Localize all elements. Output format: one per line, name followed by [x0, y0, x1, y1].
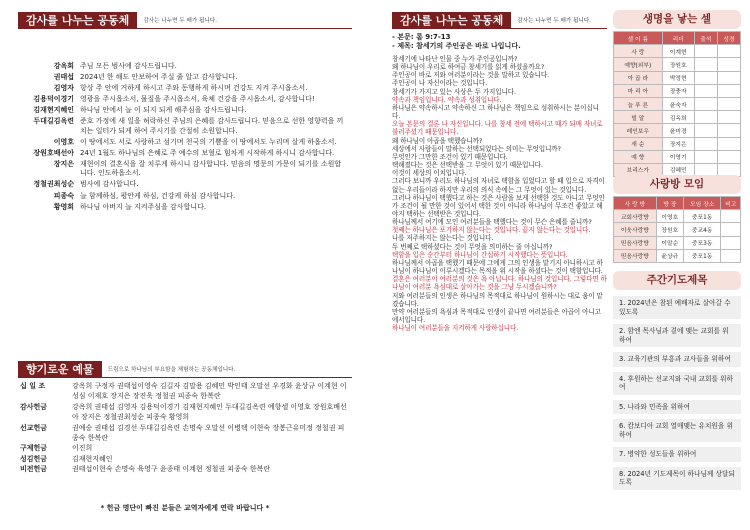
sermon-paragraph: 하나님은 약속하시고 약속하신 그 하나님은 책임으로 성취하시는 분이십니다.: [392, 103, 599, 121]
table-row: [614, 249, 741, 262]
table-header-cell: 모임 장소: [683, 197, 721, 210]
thanks-name: 장원호배선아: [33, 148, 74, 157]
table-cell: [717, 111, 740, 124]
table-cell: 장충자: [662, 84, 694, 97]
table-cell: 윤숙자: [662, 97, 694, 110]
table-row: [614, 124, 741, 137]
offering-names: 강옥희 권태섭 김영자 김용덕이경기 김재현지혜인 두대길김옥련 예향셀 이영호 장원호배선아 장지은 정철권최성순 피종숙 황영희: [72, 402, 347, 422]
sermon-paragraph: 약속과 책임입니다. 약속과 성취입니다.: [392, 95, 502, 104]
table-cell: 교회사랑방: [614, 210, 657, 223]
sermon-paragraph: 저와 여러분들의 인생은 하나님의 목적대로 하나님이 원하시는 대로 움이 맡겼습니다.: [392, 291, 603, 308]
thanks-row: [8, 84, 346, 93]
table-cell: 예 향: [614, 150, 663, 163]
prayer-list: [613, 296, 741, 490]
thanks-row: [8, 62, 346, 71]
prayer-item: 8. 2024년 기도제목이 하나님께 상달되도록: [613, 467, 741, 490]
table-cell: [721, 210, 741, 223]
sermon-paragraph: 무엇인가 그만한 조건이 있기 때문입니다.: [392, 152, 508, 161]
offering-names: 권예숭 권태섭 김경선 두대길김옥련 손명숙 오말선 이병택 이현숙 장봉근유미정 정철권 피종숙 한복란: [72, 423, 345, 443]
thanks-text: 이 땅에서도 서로 사랑하고 섬기며 천국의 기쁨을 이 땅에서도 누리며 살게 하옵소서.: [80, 137, 337, 146]
thanks-text: 24년 1월도 하나님의 은혜로 주 예수의 보혈로 힘차게 시작하게 하시니 감사합니다.: [80, 148, 335, 157]
sermon-paragraph: 하나님께서 여기에 모인 여러분들을 택했다는 것이 무슨 은혜를 줍니까?: [392, 218, 592, 227]
sermon-paragraph: 창세기에 나타난 인물 중 누가 주인공입니까?: [392, 55, 518, 63]
sermon-paragraph: 첫째는 하나님은 포기하지 않는다는 것입니다. 끝지 않는다는 것입니다.: [392, 226, 591, 235]
table-cell: 마 리 아: [614, 84, 663, 97]
sermon-paragraph: 왜 하나님이 우리로 하여금 창세기를 읽게 하셨을까요?: [392, 63, 545, 72]
thanks-name: 김영자: [53, 84, 74, 93]
thanks-row: [8, 180, 346, 189]
offering-title: 향기로운 예물: [18, 361, 102, 378]
table-cell: [694, 137, 717, 150]
table-cell: 아 곱 라: [614, 71, 663, 84]
table-cell: [717, 58, 740, 71]
thanks-name: 황영희: [53, 202, 74, 211]
table-cell: 이영호: [656, 210, 683, 223]
prayer-section: [613, 271, 741, 495]
offering-names: 이진희: [72, 444, 93, 453]
table-cell: [694, 111, 717, 124]
sermon-note: 감사는 나누면 두 배가 됩니다.: [517, 18, 592, 24]
table-cell: 예향(외부): [614, 58, 663, 71]
offering-row: [20, 381, 350, 402]
table-cell: 레인보우: [614, 124, 663, 137]
sermon-header: [392, 12, 607, 29]
table-cell: 믿음사랑방: [614, 236, 657, 249]
table-row: [614, 137, 741, 150]
offering-row: [20, 464, 350, 474]
table-cell: 빌 알: [614, 111, 663, 124]
offering-label: 구제헌금: [20, 444, 48, 453]
offering-row: [20, 454, 350, 464]
table-cell: [721, 236, 741, 249]
sermon-paragraph: 만약 여러분들의 욕심과 목적대로 인생이 끝나면 여러분들은 아곱이 아니고 에서입니다.: [392, 307, 601, 324]
sermon-paragraph: 창세기가 가지고 있는 사상은 두 가지입니다.: [392, 87, 516, 96]
table-row: [614, 45, 741, 58]
table-cell: 장원호: [656, 223, 683, 236]
table-cell: 박정현: [662, 71, 694, 84]
table-row: [614, 111, 741, 124]
offering-row: [20, 423, 350, 444]
table-cell: 사 랑: [614, 45, 663, 58]
thanks-name: 이영호: [53, 137, 74, 146]
offering-list: [20, 381, 350, 475]
thanks-name: 정철권최성순: [33, 180, 74, 189]
thanks-text: 하나님 안에서 늘 이 되지 되게 해주심을 감사드립니다.: [80, 106, 247, 115]
love-section: [613, 175, 741, 263]
sermon-paragraph: 나를 저주하지는 않는다는 것입니다.: [392, 234, 494, 243]
thanks-title: 감사를 나누는 공동체: [18, 12, 137, 29]
prayer-item: 7. 병약한 성도들을 위하여: [613, 447, 741, 462]
thanks-name: 두대길김옥련: [33, 117, 74, 126]
table-header-cell: 비고: [721, 197, 741, 210]
table-cell: [717, 45, 740, 58]
thanks-text: 영광을 주시옵소서, 물질을 주시옵소서, 육체 건강을 주시옵소서, 감사합니다!: [80, 95, 315, 104]
offering-names: 김재현지혜인: [72, 454, 113, 463]
table-header-row: [614, 32, 741, 45]
thanks-name: 권태섭: [53, 73, 74, 82]
table-header-row: [614, 197, 741, 210]
prayer-item: 2. 함엔 목사님과 곁에 맺는 교회를 위하여: [613, 324, 741, 347]
table-cell: 김혜민: [662, 163, 694, 176]
table-cell: [694, 58, 717, 71]
offering-label: 감사헌금: [20, 402, 48, 411]
table-cell: [717, 71, 740, 84]
cell-title: 생명을 낳는 셀: [613, 10, 741, 29]
offering-header: [18, 361, 352, 378]
table-cell: 중교4동: [683, 223, 721, 236]
table-header-cell: 리더: [662, 32, 694, 45]
thanks-row: [8, 192, 346, 201]
offering-label: 선교헌금: [20, 423, 48, 432]
table-cell: 이웃사랑방: [614, 223, 657, 236]
table-cell: 중포1동: [683, 210, 721, 223]
table-cell: [694, 97, 717, 110]
offering-label: 성김헌금: [20, 454, 48, 463]
thanks-name: 강옥희: [53, 62, 74, 70]
table-cell: [694, 124, 717, 137]
thanks-row: [8, 138, 346, 147]
table-row: [614, 97, 741, 110]
table-header-cell: 방 장: [656, 197, 683, 210]
sermon-paragraph: 결혼은 여러분이 여러분의 것은 욕 아닙니다. 하나님의 것입니다. 그렇다면 하나님이 여러분 욕심대로 살아가는 것을 그냥 두시겠습니까?: [392, 275, 607, 292]
thanks-row: [8, 73, 346, 82]
table-cell: [694, 84, 717, 97]
table-cell: [721, 249, 741, 262]
table-cell: 장지은: [662, 137, 694, 150]
thanks-row: [8, 106, 346, 115]
sermon-paragraph: 택함을 입은 순간부터 하나님이 간섭하기 시작했다는 뜻입니다.: [392, 250, 568, 259]
sermon-body: [392, 55, 607, 332]
sermon-paragraph: 세상에서 사람들이 말하는 선택되었다는 의미는 무엇입니까?: [392, 144, 561, 153]
offering-names: 권태섭이현숙 손명숙 육영구 윤종태 이계현 정철권 피종숙 한복란: [72, 465, 271, 474]
offering-row: [20, 402, 350, 423]
table-cell: 이말순: [656, 236, 683, 249]
table-cell: 이영기: [662, 150, 694, 163]
table-header-cell: 성경: [717, 32, 740, 45]
love-table: [613, 196, 741, 263]
thanks-note: 감사는 나누면 두 배가 됩니다.: [143, 18, 218, 24]
sermon-paragraph: 그러나 하나님이 택했다고 하는 것은 사람을 보게 선택한 것도 아니고 무엇인가 조건이 될 만한 것이 있어서 택한 것이 아니라 하나님이 무조건 좋았고 해야지 택하는 선택받은 것입니다.: [392, 193, 605, 218]
prayer-item: 6. 캄보디아 교회 열매맺는 유치원을 위하여: [613, 419, 741, 442]
thanks-text: 재현이의 결혼식을 잘 치루게 하시니 감사합니다. 믿음의 명문의 가문이 되기를 소원합니다. 인도하옵소서.: [80, 160, 342, 178]
table-cell: 믿음사랑방: [614, 249, 657, 262]
thanks-name: 피종숙: [53, 191, 74, 200]
thanks-text: 항상 주 안에 거하게 하시고 주와 동행하게 하시며 건강도 지켜 주시옵소서.: [80, 84, 308, 93]
table-cell: 장원호: [662, 58, 694, 71]
sermon-paragraph: 주인공이 바로 저와 여러분이라는 것을 말하고 있습니다.: [392, 71, 550, 80]
table-cell: 새 순: [614, 137, 663, 150]
table-cell: 중포1동: [683, 249, 721, 262]
table-cell: 윤미경: [662, 124, 694, 137]
offering-row: [20, 443, 350, 453]
table-row: [614, 210, 741, 223]
thanks-name: 김용덕이경기: [33, 95, 74, 104]
table-header-cell: 셀 이 름: [614, 32, 663, 45]
offering-footer: * 헌금 명단이 빠진 분들은 교역자에게 연락 바랍니다 *: [100, 504, 270, 512]
thanks-text: 늘 함께하심, 평안케 하심, 건강케 하심 감사합니다.: [80, 191, 236, 200]
offering-label: 비전헌금: [20, 465, 48, 474]
thanks-row: [8, 149, 346, 158]
table-cell: [694, 150, 717, 163]
table-row: [614, 71, 741, 84]
offering-note: 드림으로 하나님의 부요함을 체험하는 공동체입니다.: [107, 367, 236, 373]
sermon-reference: - 본문: 롬 9:7-13: [392, 33, 451, 41]
prayer-item: 1. 2024년은 참된 예배자로 살아갈 수 있도록: [613, 296, 741, 319]
sermon-paragraph: 하나님께서 아곱을 택했기 때문에 그에게 그의 인생을 맡기지 아니하시고 하나님이 하나님이 이루시겠다는 목적을 위 시작을 하셨다는 것이 택함입니다.: [392, 258, 603, 276]
sermon-paragraph: 그러다 보니까 우리도 하나님의 자녀로 택함을 입었다고 할 때 입으로 자격이 없는 우리들이라 하지만 우리의 의식 속에는 그 무엇이 있는 것입니다.: [392, 177, 605, 194]
table-cell: [717, 84, 740, 97]
sermon-paragraph: 오늘 본문의 결론 나 자신입니다. 나를 창세 전에 택하시고 때가 되매 자녀로 불러주셨기 때문입니다.: [392, 120, 603, 137]
cell-table: [613, 31, 741, 177]
table-cell: [721, 223, 741, 236]
table-cell: 이계현: [662, 45, 694, 58]
offering-label: 십 일 조: [20, 382, 46, 390]
table-cell: [694, 71, 717, 84]
thanks-text: 하나님 아버지 늘 지켜주심을 감사합니다.: [80, 202, 207, 211]
table-cell: [717, 124, 740, 137]
table-cell: 중포3동: [683, 236, 721, 249]
thanks-text: 범사에 감사합니다.: [80, 180, 139, 189]
sermon-paragraph: 이것이 세상의 이치입니다.: [392, 169, 467, 178]
thanks-name: 김재현지혜인: [33, 106, 74, 115]
cell-section: [613, 10, 741, 177]
table-cell: 김옥희: [662, 111, 694, 124]
table-cell: [717, 150, 740, 163]
thanks-row: [8, 203, 346, 212]
prayer-item: 3. 교육기관의 부흥과 교사들을 위하여: [613, 352, 741, 367]
thanks-row: [8, 160, 346, 179]
thanks-section: [18, 12, 352, 29]
sermon-paragraph: 주인공이 나 자신이라는 것입니다.: [392, 79, 488, 88]
table-cell: [694, 45, 717, 58]
table-row: [614, 236, 741, 249]
table-cell: 늘 푸 른: [614, 97, 663, 110]
table-row: [614, 58, 741, 71]
sermon-subject: - 제목: 참세기의 주인공은 바로 나입니다.: [392, 42, 521, 50]
table-cell: [717, 137, 740, 150]
love-title: 사랑방 모임: [613, 175, 741, 194]
thanks-text: 2024년 한 해도 안보하여 주실 줄 알고 감사합니다.: [80, 73, 238, 82]
table-header-cell: 사 랑 방: [614, 197, 657, 210]
offering-names: 강옥희 구정자 권태섭이영숙 김길자 김말용 김혜민 박인태 오말선 우경화 윤상규 이계현 이성심 이재호 장지은 장진욱 정철권 피종숙 한복란: [72, 382, 347, 401]
sermon-paragraph: 하나님이 여러분들을 지켜하게 사랑하십니다.: [392, 324, 519, 333]
sermon-title: 감사를 나누는 공동체: [392, 12, 511, 29]
sermon-section: [392, 12, 607, 332]
table-cell: 윤상규: [656, 249, 683, 262]
table-cell: [717, 97, 740, 110]
thanks-name: 장지은: [53, 160, 74, 169]
thanks-header: [18, 12, 352, 29]
offering-section: [18, 361, 352, 378]
table-row: [614, 84, 741, 97]
prayer-item: 4. 후원하는 선교지와 국내 교회를 위하여: [613, 372, 741, 395]
table-header-cell: 출석: [694, 32, 717, 45]
thanks-row: [8, 117, 346, 136]
prayer-title: 주간기도제목: [613, 271, 741, 290]
thanks-text: 준호 가정에 새 일을 허락하신 주님의 은혜를 감사드립니다. 믿음으로 선한 영향력을 끼치는 일터가 되게 하여 주시기를 간절히 소원합니다.: [80, 117, 344, 135]
thanks-row: [8, 95, 346, 104]
sermon-paragraph: 왜 하나님이 아곱을 택했습니까?: [392, 136, 483, 145]
table-row: [614, 150, 741, 163]
table-cell: 브리스가: [614, 163, 663, 176]
table-row: [614, 223, 741, 236]
thanks-text: 주님 모든 범사에 감사드립니다.: [80, 62, 177, 70]
prayer-item: 5. 나라와 민족을 위하여: [613, 400, 741, 415]
sermon-paragraph: 택해졌다는 것은 선택받을 그 무엇이 있기 때문입니다.: [392, 161, 543, 170]
sermon-paragraph: 두 번째로 택하셨다는 것이 무엇을 의미하는 줄 아십니까?: [392, 242, 553, 251]
thanks-list: [8, 62, 346, 214]
